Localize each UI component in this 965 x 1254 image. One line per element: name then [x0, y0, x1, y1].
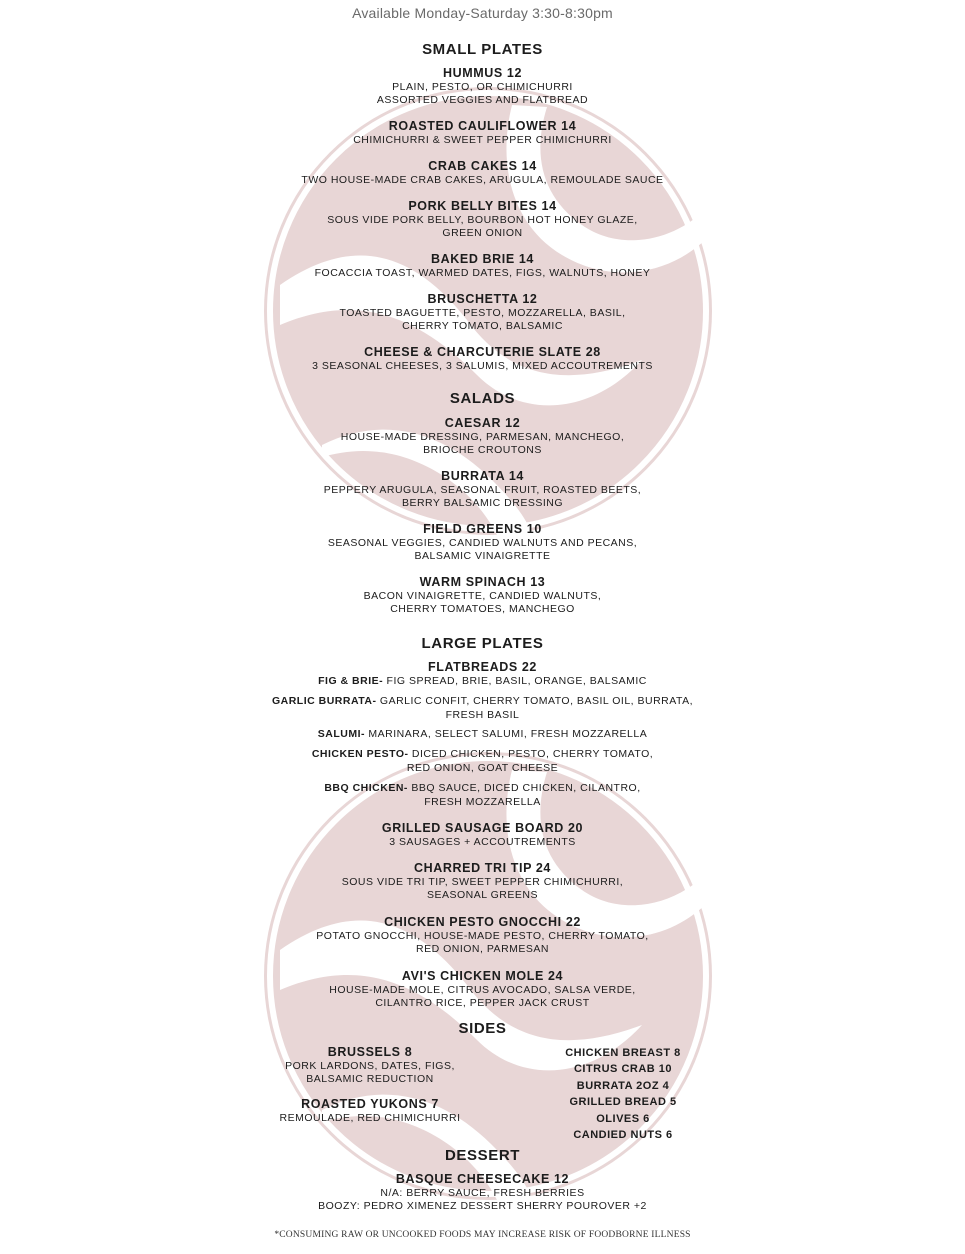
item-description: PLAIN, PESTO, OR CHIMICHURRI — [392, 81, 573, 93]
item-description: BACON VINAIGRETTE, CANDIED WALNUTS, — [363, 590, 602, 602]
side-add-on: OLIVES 6 — [596, 1112, 650, 1125]
item-description: PORK LARDONS, DATES, FIGS, — [285, 1060, 455, 1072]
sides-right-column — [538, 1045, 708, 1143]
menu-item-crab-cakes — [0, 159, 965, 187]
item-name: PORK BELLY BITES 14 — [408, 199, 557, 213]
menu-item-flatbreads — [0, 660, 965, 675]
item-name: ROASTED YUKONS 7 — [301, 1097, 439, 1111]
side-add-on: GRILLED BREAD 5 — [569, 1096, 677, 1109]
flatbread-description: RED ONION, GOAT CHEESE — [406, 761, 559, 774]
item-description: CHIMICHURRI & SWEET PEPPER CHIMICHURRI — [353, 134, 612, 146]
side-item-brussels — [260, 1045, 480, 1086]
item-description: BALSAMIC REDUCTION — [306, 1073, 434, 1085]
item-name: BRUSCHETTA 12 — [427, 292, 538, 306]
flatbread-label: CHICKEN PESTO- — [311, 748, 409, 760]
menu-item-field-greens — [0, 522, 965, 563]
item-name: CHICKEN PESTO GNOCCHI 22 — [384, 915, 581, 929]
menu-item-caesar — [0, 416, 965, 457]
item-description: HOUSE-MADE MOLE, CITRUS AVOCADO, SALSA VERDE, — [329, 984, 636, 996]
item-description: GREEN ONION — [442, 227, 523, 239]
flatbread-label: GARLIC BURRATA- — [271, 695, 377, 707]
side-add-on: BURRATA 2OZ 4 — [576, 1079, 670, 1092]
menu-item-roasted-cauliflower — [0, 119, 965, 147]
flatbread-description: FIG SPREAD, BRIE, BASIL, ORANGE, BALSAMIC — [383, 675, 647, 687]
flatbread-salumi — [0, 728, 965, 742]
item-name: AVI'S CHICKEN MOLE 24 — [401, 969, 564, 983]
flatbread-description: MARINARA, SELECT SALUMI, FRESH MOZZARELLA — [365, 728, 648, 740]
section-title-dessert: DESSERT — [444, 1147, 521, 1164]
menu-item-grilled-sausage-board — [0, 821, 965, 849]
item-description: FOCACCIA TOAST, WARMED DATES, FIGS, WALNUTS, HONEY — [314, 267, 651, 279]
flatbread-description: DICED CHICKEN, PESTO, CHERRY TOMATO, — [408, 748, 654, 760]
item-description: BALSAMIC VINAIGRETTE — [414, 550, 551, 562]
flatbread-label: FIG & BRIE- — [318, 675, 384, 687]
item-name: BAKED BRIE 14 — [431, 252, 534, 266]
menu-item-hummus — [0, 66, 965, 107]
flatbread-chicken-pesto — [0, 748, 965, 775]
item-description: CHERRY TOMATO, BALSAMIC — [402, 320, 563, 332]
item-description: BERRY BALSAMIC DRESSING — [401, 497, 564, 509]
item-description: REMOULADE, RED CHIMICHURRI — [279, 1112, 461, 1124]
side-add-on: CANDIED NUTS 6 — [573, 1129, 673, 1142]
item-description: CHERRY TOMATOES, MANCHEGO — [390, 603, 575, 615]
item-description: SEASONAL GREENS — [427, 889, 538, 901]
item-name: BURRATA 14 — [441, 469, 524, 483]
sides-left-column — [260, 1045, 480, 1136]
item-name: FIELD GREENS 10 — [423, 522, 542, 536]
item-name: CRAB CAKES 14 — [428, 159, 537, 173]
section-title-small-plates: SMALL PLATES — [422, 41, 543, 58]
flatbread-description: FRESH MOZZARELLA — [424, 795, 541, 808]
menu-item-baked-brie — [0, 252, 965, 280]
flatbread-garlic-burrata — [0, 695, 965, 722]
item-name: CHEESE & CHARCUTERIE SLATE 28 — [364, 345, 601, 359]
section-title-large-plates: LARGE PLATES — [421, 635, 544, 652]
item-description: POTATO GNOCCHI, HOUSE-MADE PESTO, CHERRY TOMATO, — [316, 930, 649, 942]
item-name: BRUSSELS 8 — [327, 1045, 413, 1059]
flatbread-description: BBQ SAUCE, DICED CHICKEN, CILANTRO, — [407, 782, 641, 794]
menu-item-warm-spinach — [0, 575, 965, 616]
item-description: 3 SAUSAGES + ACCOUTREMENTS — [389, 836, 576, 848]
section-title-salads: SALADS — [449, 390, 516, 407]
item-description: SOUS VIDE PORK BELLY, BOURBON HOT HONEY GLAZE, — [327, 214, 638, 226]
item-name: CAESAR 12 — [444, 416, 521, 430]
section-title-sides: SIDES — [458, 1020, 507, 1037]
flatbread-fig-brie — [0, 675, 965, 689]
item-description: TWO HOUSE-MADE CRAB CAKES, ARUGULA, REMOULADE SAUCE — [301, 174, 664, 186]
side-item-roasted-yukons — [260, 1097, 480, 1125]
menu-item-cheese-charcuterie — [0, 345, 965, 373]
item-name: CHARRED TRI TIP 24 — [414, 861, 551, 875]
item-name: BASQUE CHEESECAKE 12 — [395, 1172, 570, 1186]
side-add-on: CHICKEN BREAST 8 — [565, 1047, 681, 1059]
item-name: GRILLED SAUSAGE BOARD 20 — [381, 821, 584, 835]
flatbread-description: GARLIC CONFIT, CHERRY TOMATO, BASIL OIL, BURRATA, — [376, 695, 694, 707]
item-name: WARM SPINACH 13 — [419, 575, 546, 589]
item-description: TOASTED BAGUETTE, PESTO, MOZZARELLA, BASIL, — [339, 307, 626, 319]
item-name: HUMMUS 12 — [442, 66, 523, 80]
flatbread-description: FRESH BASIL — [445, 708, 520, 721]
menu-item-chicken-pesto-gnocchi — [0, 915, 965, 956]
menu-item-pork-belly-bites — [0, 199, 965, 240]
flatbread-bbq-chicken — [0, 782, 965, 809]
flatbread-label: BBQ CHICKEN- — [324, 782, 408, 794]
availability-note: Available Monday-Saturday 3:30-8:30pm — [352, 5, 613, 21]
item-description: SOUS VIDE TRI TIP, SWEET PEPPER CHIMICHURRI, — [341, 876, 624, 888]
item-name: FLATBREADS 22 — [428, 660, 537, 674]
item-description: CILANTRO RICE, PEPPER JACK CRUST — [375, 997, 590, 1009]
footer-disclaimer: *CONSUMING RAW OR UNCOOKED FOODS MAY INCREASE RISK OF FOODBORNE ILLNESS — [274, 1230, 691, 1240]
item-description: PEPPERY ARUGULA, SEASONAL FRUIT, ROASTED BEETS, — [323, 484, 642, 496]
item-name: ROASTED CAULIFLOWER 14 — [388, 119, 577, 133]
menu-item-avis-chicken-mole — [0, 969, 965, 1010]
item-description: 3 SEASONAL CHEESES, 3 SALUMIS, MIXED ACCOUTREMENTS — [312, 360, 653, 372]
item-description: BOOZY: PEDRO XIMENEZ DESSERT SHERRY POUROVER +2 — [318, 1200, 647, 1212]
item-description: RED ONION, PARMESAN — [416, 943, 549, 955]
side-add-on: CITRUS CRAB 10 — [573, 1063, 673, 1076]
item-description: N/A: BERRY SAUCE, FRESH BERRIES — [380, 1187, 585, 1199]
menu-item-bruschetta — [0, 292, 965, 333]
flatbread-label: SALUMI- — [317, 728, 366, 740]
item-description: ASSORTED VEGGIES AND FLATBREAD — [376, 94, 589, 106]
menu-item-burrata-salad — [0, 469, 965, 510]
item-description: SEASONAL VEGGIES, CANDIED WALNUTS AND PECANS, — [327, 537, 638, 549]
menu-item-basque-cheesecake — [0, 1172, 965, 1213]
item-description: BRIOCHE CROUTONS — [423, 444, 542, 456]
item-description: HOUSE-MADE DRESSING, PARMESAN, MANCHEGO, — [340, 431, 625, 443]
menu-item-charred-tri-tip — [0, 861, 965, 902]
